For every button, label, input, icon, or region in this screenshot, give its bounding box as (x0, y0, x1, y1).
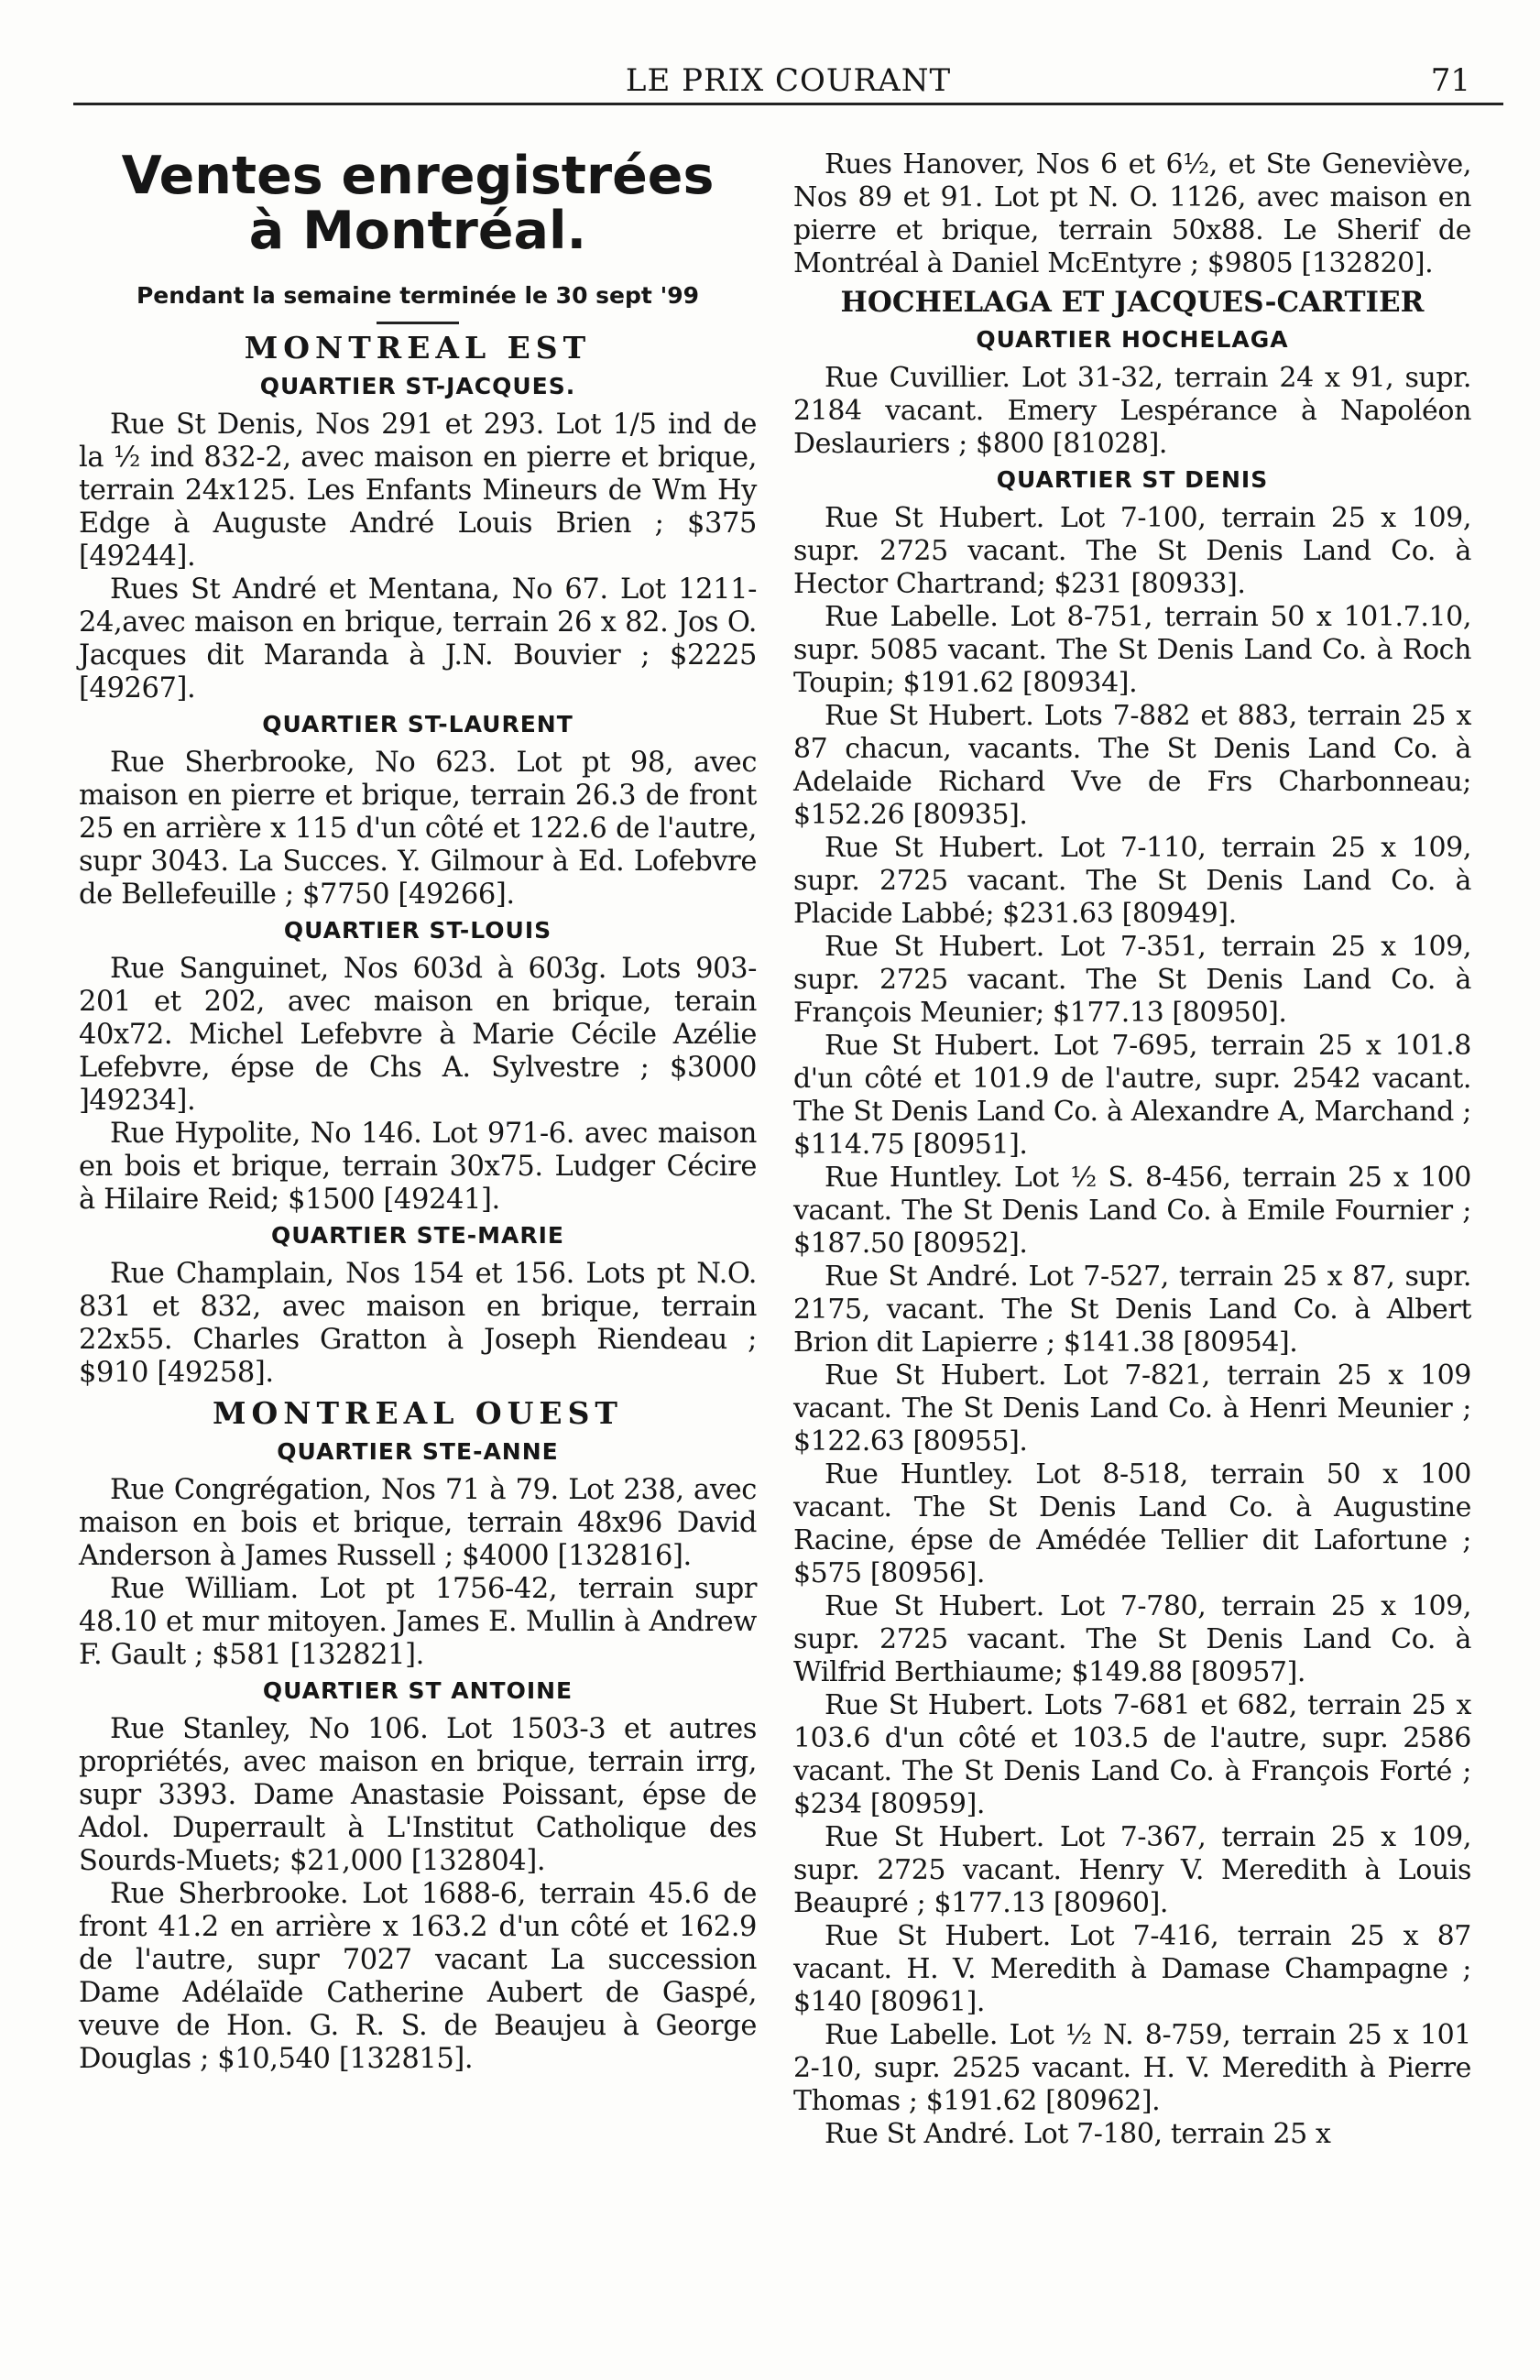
running-title: LE PRIX COURANT (625, 62, 952, 99)
sale-entry: Rue Stanley, No 106. Lot 1503-3 et autres propriétés, avec maison en brique, terrain irrg, supr 3393. Dame Anastasie Poissant, épse de Adol. Duperrault à L'Institut Catholique des Sourds-Muets; $21,000 [132804]. (79, 1713, 757, 1877)
quarter-heading: QUARTIER STE-ANNE (277, 1438, 559, 1465)
sale-entry: Rue St Hubert. Lots 7-882 et 883, terrain 25 x 87 chacun, vacants. The St Denis Land Co. à Adelaide Richard Vve de Frs Charbonneau; $152.26 [80935]. (793, 700, 1471, 831)
sale-entry: Rue Sherbrooke. Lot 1688-6, terrain 45.6 de front 41.2 en arrière x 163.2 d'un côté et 162.9 de l'autre, supr 7027 vacant La succession Dame Adélaïde Catherine Aubert de Gaspé, veuve de Hon. G. R. S. de Beaujeu à George Douglas ; $10,540 [132815]. (79, 1878, 757, 2075)
sale-entry: Rue St André. Lot 7-527, terrain 25 x 87, supr. 2175, vacant. The St Denis Land Co. à Albert Brion dit Lapierre ; $141.38 [80954]. (793, 1261, 1471, 1359)
title-line-1: Ventes enregistrées (121, 146, 715, 206)
sale-entry: Rue St Hubert. Lots 7-681 et 682, terrain 25 x 103.6 d'un côté et 103.5 de l'autre, supr. 2586 vacant. The St Denis Land Co. à François Forté ; $234 [80959]. (793, 1689, 1471, 1820)
sale-entry: Rue Huntley. Lot ½ S. 8-456, terrain 25 x 100 vacant. The St Denis Land Co. à Emile Fournier ; $187.50 [80952]. (793, 1162, 1471, 1260)
sale-entry: Rue Sherbrooke, No 623. Lot pt 98, avec maison en pierre et brique, terrain 26.3 de front 25 en arrière x 115 d'un côté et 122.6 de l'autre, supr 3043. La Succes. Y. Gilmour à Ed. Lofebvre de Bellefeuille ; $7750 [49266]. (79, 747, 757, 911)
running-header (73, 57, 1503, 105)
sale-entry: Rue Labelle. Lot 8-751, terrain 50 x 101.7.10, supr. 5085 vacant. The St Denis Land Co. à Roch Toupin; $191.62 [80934]. (793, 601, 1471, 699)
district-heading: MONTREAL OUEST (213, 1395, 623, 1431)
sale-entry: Rue Champlain, Nos 154 et 156. Lots pt N.O. 831 et 832, avec maison en brique, terrain 22x55. Charles Gratton à Joseph Riendeau ; $910 [49258]. (79, 1258, 757, 1389)
left-column (79, 148, 757, 2076)
quarter-heading: QUARTIER ST ANTOINE (262, 1677, 573, 1704)
sale-entry: Rue Cuvillier. Lot 31-32, terrain 24 x 91, supr. 2184 vacant. Emery Lespérance à Napoléon Deslauriers ; $800 [81028]. (793, 362, 1471, 460)
sale-entry: Rue St Hubert. Lot 7-821, terrain 25 x 109 vacant. The St Denis Land Co. à Henri Meunier ; $122.63 [80955]. (793, 1359, 1471, 1457)
sale-entry: Rue St Hubert. Lot 7-695, terrain 25 x 101.8 d'un côté et 101.9 de l'autre, supr. 2542 vacant. The St Denis Land Co. à Alexandre A, Marchand ; $114.75 [80951]. (793, 1030, 1471, 1161)
quarter-heading: QUARTIER ST-LOUIS (283, 917, 552, 944)
sale-entry: Rue St André. Lot 7-180, terrain 25 x (825, 2118, 1331, 2150)
article-title (79, 146, 757, 261)
district-heading: MONTREAL EST (244, 330, 592, 366)
title-line-2: à Montréal. (248, 201, 587, 261)
sale-entry: Rue St Denis, Nos 291 et 293. Lot 1/5 ind de la ½ ind 832-2, avec maison en pierre et brique, terrain 24x125. Les Enfants Mineurs de Wm Hy Edge à Auguste André Louis Brien ; $375 [49244]. (79, 409, 757, 573)
sale-entry: Rue Hypolite, No 146. Lot 971-6. avec maison en bois et brique, terrain 30x75. Ludger Cécire à Hilaire Reid; $1500 [49241]. (79, 1118, 757, 1216)
article-subtitle: Pendant la semaine terminée le 30 sept '99 (136, 282, 700, 309)
sale-entry: Rue Congrégation, Nos 71 à 79. Lot 238, avec maison en bois et brique, terrain 48x96 David Anderson à James Russell ; $4000 [132816]. (79, 1474, 757, 1572)
quarter-heading: QUARTIER HOCHELAGA (976, 326, 1289, 353)
quarter-heading: QUARTIER ST-LAURENT (262, 711, 573, 737)
district-heading: HOCHELAGA ET JACQUES-CARTIER (840, 286, 1425, 319)
sale-entry: Rues Hanover, Nos 6 et 6½, et Ste Geneviève, Nos 89 et 91. Lot pt N. O. 1126, avec maison en pierre et brique, terrain 50x88. Le Sherif de Montréal à Daniel McEntyre ; $9805 [132820]. (793, 148, 1471, 279)
sale-entry: Rue Sanguinet, Nos 603d à 603g. Lots 903-201 et 202, avec maison en brique, terain 40x72. Michel Lefebvre à Marie Cécile Azélie Lefebvre, épse de Chs A. Sylvestre ; $3000 ]49234]. (79, 953, 757, 1117)
sale-entry: Rue Huntley. Lot 8-518, terrain 50 x 100 vacant. The St Denis Land Co. à Augustine Racine, épse de Amédée Tellier dit Lafortune ; $575 [80956]. (793, 1458, 1471, 1589)
sale-entry: Rues St André et Mentana, No 67. Lot 1211-24,avec maison en brique, terrain 26 x 82. Jos O. Jacques dit Maranda à J.N. Bouvier ; $2225 [49267]. (79, 573, 757, 704)
page-number: 71 (1430, 62, 1470, 99)
sale-entry: Rue St Hubert. Lot 7-367, terrain 25 x 109, supr. 2725 vacant. Henry V. Meredith à Louis Beaupré ; $177.13 [80960]. (793, 1821, 1471, 1919)
sale-entry: Rue St Hubert. Lot 7-351, terrain 25 x 109, supr. 2725 vacant. The St Denis Land Co. à François Meunier; $177.13 [80950]. (793, 931, 1471, 1029)
sale-entry: Rue St Hubert. Lot 7-780, terrain 25 x 109, supr. 2725 vacant. The St Denis Land Co. à Wilfrid Berthiaume; $149.88 [80957]. (793, 1590, 1471, 1688)
quarter-heading: QUARTIER ST DENIS (996, 466, 1269, 493)
sale-entry: Rue St Hubert. Lot 7-416, terrain 25 x 87 vacant. H. V. Meredith à Damase Champagne ; $140 [80961]. (793, 1920, 1471, 2018)
right-column (793, 148, 1471, 2151)
sale-entry: Rue William. Lot pt 1756-42, terrain supr 48.10 et mur mitoyen. James E. Mullin à Andrew F. Gault ; $581 [132821]. (79, 1573, 757, 1671)
sale-entry: Rue St Hubert. Lot 7-100, terrain 25 x 109, supr. 2725 vacant. The St Denis Land Co. à Hector Chartrand; $231 [80933]. (793, 502, 1471, 600)
quarter-heading: QUARTIER STE-MARIE (270, 1222, 564, 1249)
sale-entry: Rue Labelle. Lot ½ N. 8-759, terrain 25 x 101 2-10, supr. 2525 vacant. H. V. Meredith à Pierre Thomas ; $191.62 [80962]. (793, 2019, 1471, 2117)
title-rule (377, 322, 459, 324)
sale-entry: Rue St Hubert. Lot 7-110, terrain 25 x 109, supr. 2725 vacant. The St Denis Land Co. à Placide Labbé; $231.63 [80949]. (793, 832, 1471, 930)
quarter-heading: QUARTIER ST-JACQUES. (259, 373, 576, 399)
